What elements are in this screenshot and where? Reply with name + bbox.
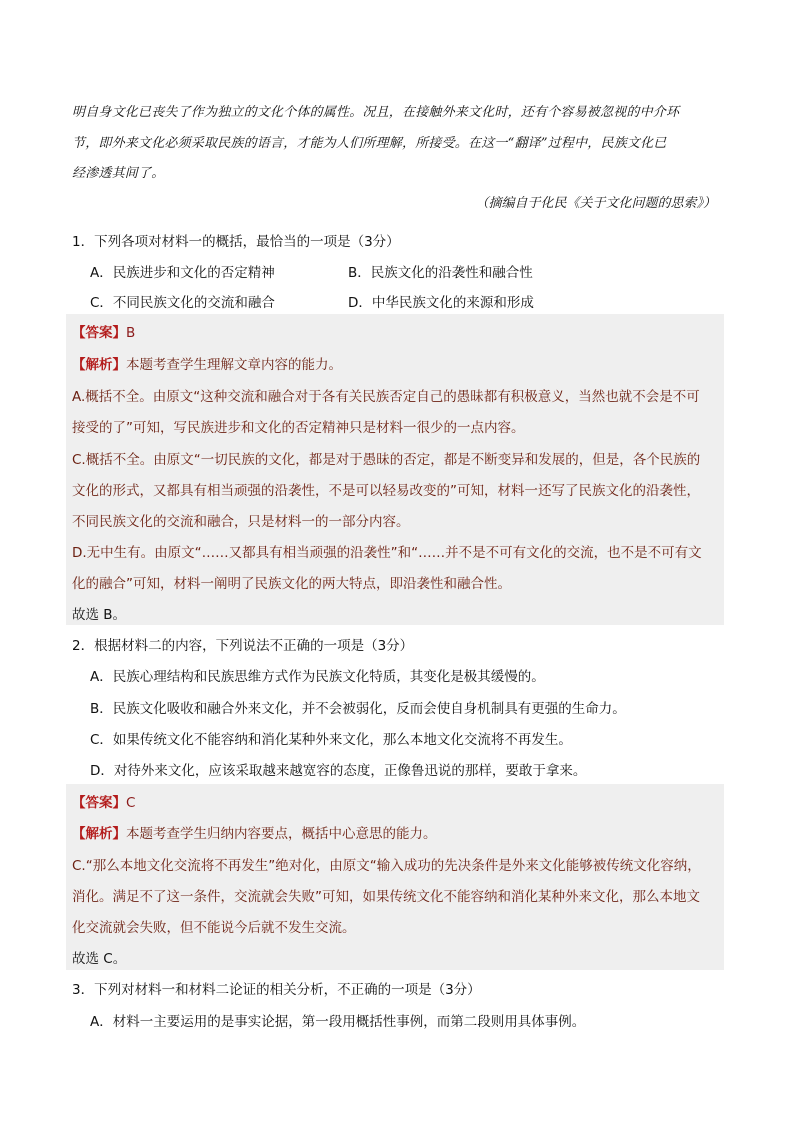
- question-3-stem: 3．下列对材料一和材料二论证的相关分析，不正确的一项是（3分）: [72, 982, 481, 998]
- analysis-line: 接受的了”可知，写民族进步和文化的否定精神只是材料一很少的一点内容。: [72, 420, 525, 436]
- passage-line: 经渗透其间了。: [72, 166, 165, 181]
- analysis-line: 化交流就会失败，但不能说今后就不发生交流。: [72, 920, 356, 936]
- question-2-option-a: A．民族心理结构和民族思维方式作为民族文化特质，其变化是极其缓慢的。: [90, 669, 545, 685]
- passage-text: [72, 98, 722, 190]
- analysis-line: D.无中生有。由原文“……又都具有相当顽强的沿袭性”和“……并不是不可有文化的交流，也不是不可有文: [72, 545, 702, 561]
- analysis-line: A.概括不全。由原文“这种交流和融合对于各有关民族否定自己的愚昧都有积极意义，当然也就不会是不可: [72, 389, 700, 405]
- answer-value: B: [126, 325, 136, 341]
- question-1-analysis: [72, 353, 342, 373]
- question-1-stem: 1．下列各项对材料一的概括，最恰当的一项是（3分）: [72, 234, 400, 250]
- question-2-analysis: [72, 822, 437, 842]
- passage-line: 明自身文化已丧失了作为独立的文化个体的属性。况且，在接触外来文化时，还有个容易被忽视的中介环: [72, 105, 680, 120]
- question-2-conclusion: 故选 C。: [72, 951, 127, 967]
- question-3-option-a: A．材料一主要运用的是事实论据，第一段用概括性事例，而第二段则用具体事例。: [90, 1014, 586, 1030]
- question-1-answer: [72, 321, 135, 341]
- analysis-line: C.“那么本地文化交流将不再发生”绝对化，由原文“输入成功的先决条件是外来文化能够被传统文化容纳，: [72, 858, 701, 874]
- question-2-option-b: B．民族文化吸收和融合外来文化，并不会被弱化，反而会使自身机制具有更强的生命力。: [90, 701, 626, 717]
- analysis-line: 文化的形式，又都具有相当顽强的沿袭性，不是可以轻易改变的”可知，材料一还写了民族文化的沿袭性，: [72, 483, 700, 499]
- analysis-tag: 【解析】: [72, 826, 126, 842]
- question-1-option-c: C．不同民族文化的交流和融合: [90, 295, 275, 311]
- passage-line: 节，即外来文化必须采取民族的语言，才能为人们所理解，所接受。在这一“翻译”过程中，民族文化已: [72, 135, 667, 151]
- analysis-line: 消化。满足不了这一条件，交流就会失败”可知，如果传统文化不能容纳和消化某种外来文化，那么本地文: [72, 889, 700, 905]
- question-1-option-d: D．中华民族文化的来源和形成: [348, 295, 534, 311]
- analysis-tag: 【解析】: [72, 357, 126, 373]
- question-2-option-d: D．对待外来文化，应该采取越来越宽容的态度，正像鲁迅说的那样，要敢于拿来。: [90, 763, 587, 779]
- question-1-option-b: B．民族文化的沿袭性和融合性: [348, 265, 533, 281]
- analysis-line: 化的融合”可知，材料一阐明了民族文化的两大特点，即沿袭性和融合性。: [72, 576, 511, 592]
- question-2-option-c: C．如果传统文化不能容纳和消化某种外来文化，那么本地文化交流将不再发生。: [90, 732, 572, 748]
- answer-tag: 【答案】: [72, 325, 126, 341]
- analysis-text: 本题考查学生理解文章内容的能力。: [126, 357, 342, 373]
- question-2-stem: 2．根据材料二的内容，下列说法不正确的一项是（3分）: [72, 638, 414, 654]
- analysis-line: 不同民族文化的交流和融合，只是材料一的一部分内容。: [72, 514, 410, 530]
- question-2-answer-box: [66, 784, 724, 970]
- question-1-conclusion: 故选 B。: [72, 607, 127, 623]
- analysis-text: 本题考查学生归纳内容要点，概括中心意思的能力。: [126, 826, 437, 842]
- analysis-line: C.概括不全。由原文“一切民族的文化，都是对于愚昧的否定，都是不断变异和发展的，但是，各个民族的: [72, 452, 701, 468]
- passage-source: （摘编自于化民《关于文化问题的思索》）: [475, 196, 716, 211]
- answer-value: C: [126, 795, 136, 811]
- question-2-answer: [72, 791, 135, 811]
- answer-tag: 【答案】: [72, 795, 126, 811]
- question-1-option-a: A．民族进步和文化的否定精神: [90, 265, 275, 281]
